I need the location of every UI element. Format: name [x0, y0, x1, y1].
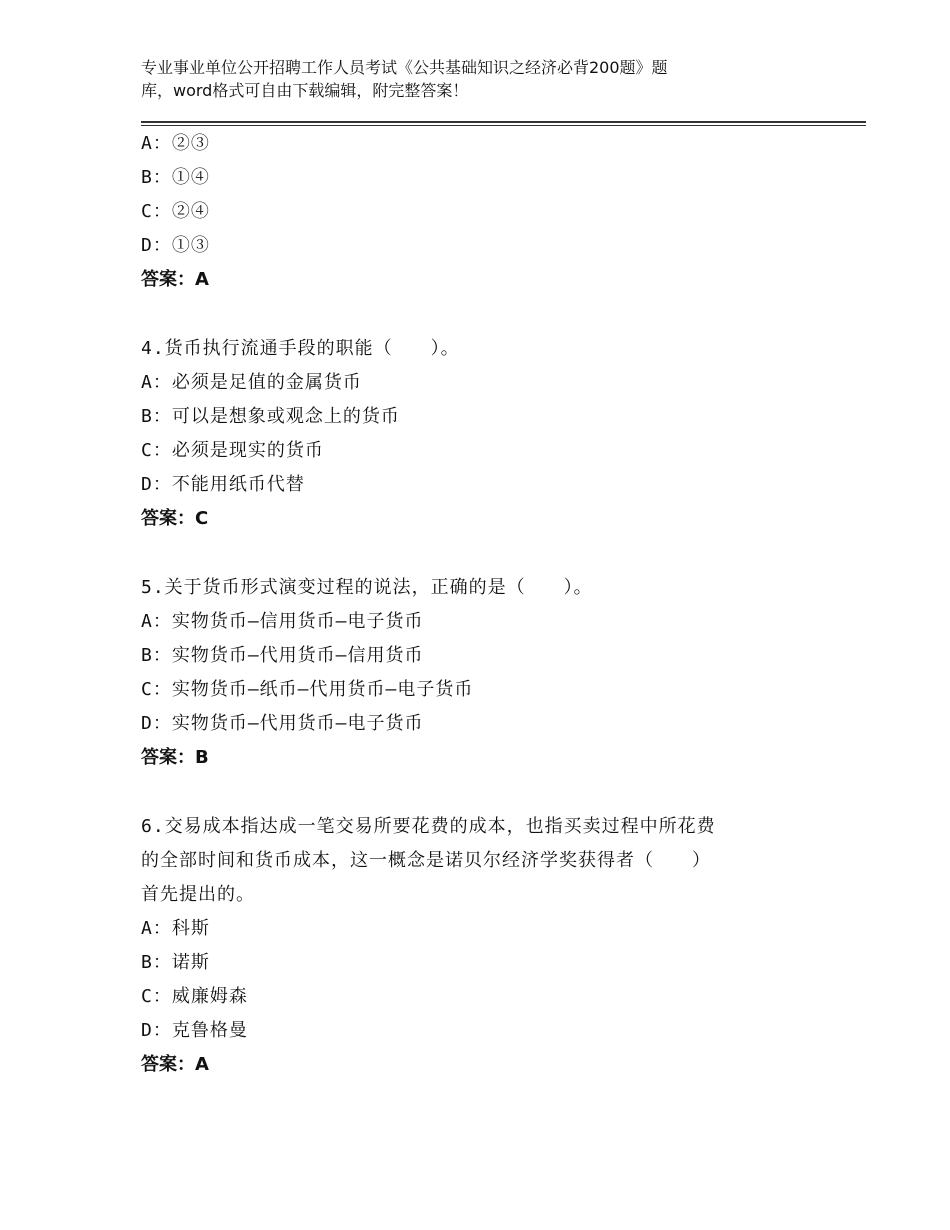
- q6-option-a: A：科斯: [141, 918, 210, 939]
- q5-stem: 5.关于货币形式演变过程的说法，正确的是（ ）。: [141, 577, 593, 598]
- document-header: [141, 56, 781, 102]
- q6-option-d: D：克鲁格曼: [141, 1020, 248, 1041]
- q4-stem: 4.货币执行流通手段的职能（ ）。: [141, 338, 460, 359]
- q6-stem-line-2: 的全部时间和货币成本，这一概念是诺贝尔经济学奖获得者（ ）: [141, 850, 711, 871]
- q6-answer: 答案：A: [141, 1054, 209, 1075]
- q6-stem-line-1: 6.交易成本指达成一笔交易所要花费的成本，也指买卖过程中所花费: [141, 816, 716, 837]
- q5-answer: 答案：B: [141, 747, 209, 768]
- q6-option-c: C：威廉姆森: [141, 986, 248, 1007]
- header-divider-thick: [141, 121, 866, 123]
- header-line-2: 库，word格式可自由下载编辑，附完整答案！: [141, 81, 469, 100]
- q5-option-a: A：实物货币—信用货币—电子货币: [141, 611, 424, 632]
- q3-option-b: B：①④: [141, 167, 210, 188]
- q5-option-b: B：实物货币—代用货币—信用货币: [141, 645, 424, 666]
- q4-option-d: D：不能用纸币代替: [141, 474, 305, 495]
- q3-option-a: A：②③: [141, 133, 210, 154]
- q4-option-b: B：可以是想象或观念上的货币: [141, 406, 400, 427]
- header-line-1: 专业事业单位公开招聘工作人员考试《公共基础知识之经济必背200题》题: [141, 58, 668, 77]
- q6-option-b: B：诺斯: [141, 952, 210, 973]
- q4-answer: 答案：C: [141, 508, 209, 529]
- q3-answer: 答案：A: [141, 269, 209, 290]
- q3-option-c: C：②④: [141, 201, 210, 222]
- q6-stem-line-3: 首先提出的。: [141, 884, 255, 905]
- q5-option-c: C：实物货币—纸币—代用货币—电子货币: [141, 679, 474, 700]
- q4-option-a: A：必须是足值的金属货币: [141, 372, 362, 393]
- header-divider-thin: [141, 125, 866, 126]
- q3-option-d: D：①③: [141, 235, 210, 256]
- q4-option-c: C：必须是现实的货币: [141, 440, 324, 461]
- q5-option-d: D：实物货币—代用货币—电子货币: [141, 713, 424, 734]
